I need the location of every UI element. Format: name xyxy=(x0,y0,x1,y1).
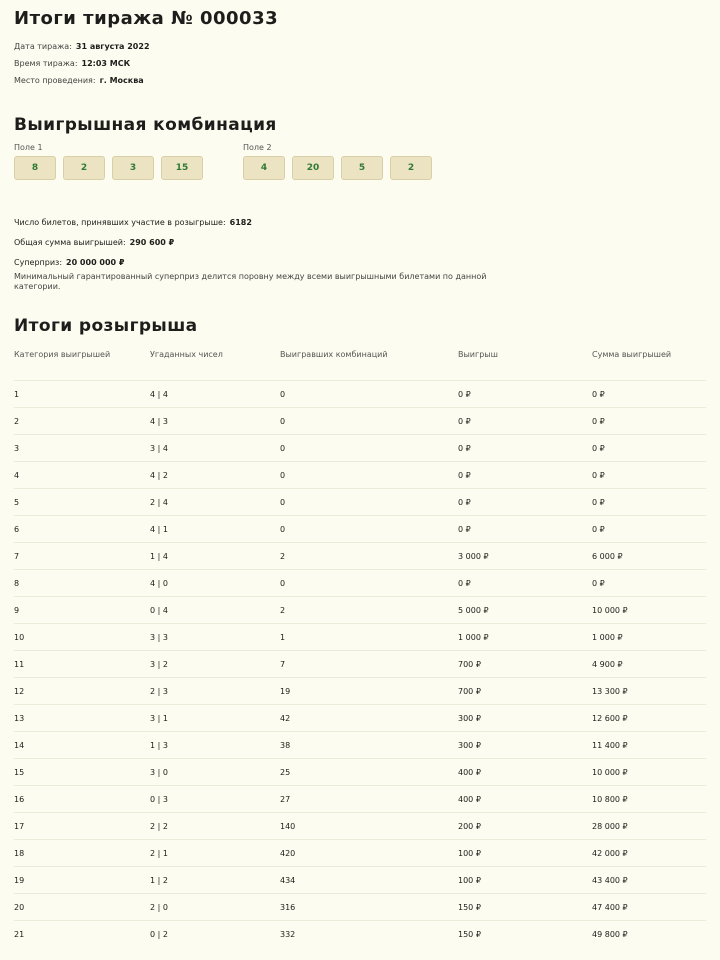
table-row xyxy=(14,921,706,948)
cell-category: 7 xyxy=(14,543,150,570)
results-title: Итоги розыгрыша xyxy=(14,316,198,336)
cell-prize: 0 ₽ xyxy=(458,489,592,516)
cell-category: 6 xyxy=(14,516,150,543)
results-body xyxy=(14,381,706,948)
cell-prize: 0 ₽ xyxy=(458,462,592,489)
cell-category: 14 xyxy=(14,732,150,759)
cell-matched: 0 | 2 xyxy=(150,921,280,948)
cell-prize: 700 ₽ xyxy=(458,651,592,678)
cell-prize: 700 ₽ xyxy=(458,678,592,705)
cell-matched: 3 | 1 xyxy=(150,705,280,732)
draw-place: Место проведения: г. Москва xyxy=(14,76,144,85)
cell-combinations: 1 xyxy=(280,624,458,651)
table-row xyxy=(14,732,706,759)
cell-matched: 2 | 1 xyxy=(150,840,280,867)
table-row xyxy=(14,651,706,678)
page-title: Итоги тиража № 000033 xyxy=(14,8,279,29)
table-row xyxy=(14,408,706,435)
table-row xyxy=(14,570,706,597)
cell-prize: 0 ₽ xyxy=(458,381,592,408)
cell-total: 4 900 ₽ xyxy=(592,651,706,678)
cell-total: 0 ₽ xyxy=(592,435,706,462)
cell-category: 8 xyxy=(14,570,150,597)
cell-category: 20 xyxy=(14,894,150,921)
cell-combinations: 19 xyxy=(280,678,458,705)
cell-combinations: 0 xyxy=(280,462,458,489)
table-row xyxy=(14,894,706,921)
cell-total: 47 400 ₽ xyxy=(592,894,706,921)
cell-category: 4 xyxy=(14,462,150,489)
cell-category: 21 xyxy=(14,921,150,948)
cell-total: 13 300 ₽ xyxy=(592,678,706,705)
number-ball: 3 xyxy=(112,156,154,180)
table-row xyxy=(14,813,706,840)
cell-combinations: 0 xyxy=(280,381,458,408)
cell-matched: 3 | 2 xyxy=(150,651,280,678)
table-row xyxy=(14,435,706,462)
results-table xyxy=(14,350,706,947)
table-row xyxy=(14,381,706,408)
draw-date: Дата тиража: 31 августа 2022 xyxy=(14,42,150,51)
cell-category: 17 xyxy=(14,813,150,840)
cell-total: 42 000 ₽ xyxy=(592,840,706,867)
cell-category: 9 xyxy=(14,597,150,624)
cell-prize: 400 ₽ xyxy=(458,786,592,813)
field-2 xyxy=(243,143,439,180)
header-winning-combinations: Выигравших комбинаций xyxy=(280,350,388,359)
cell-prize: 0 ₽ xyxy=(458,408,592,435)
cell-total: 43 400 ₽ xyxy=(592,867,706,894)
superprize-note: Минимальный гарантированный суперприз делится поровну между всеми выигрышными билетами по данной категории. xyxy=(14,272,487,291)
field-label: Поле 1 xyxy=(14,143,43,152)
cell-combinations: 0 xyxy=(280,435,458,462)
cell-total: 49 800 ₽ xyxy=(592,921,706,948)
cell-prize: 1 000 ₽ xyxy=(458,624,592,651)
table-row xyxy=(14,516,706,543)
number-ball: 2 xyxy=(63,156,105,180)
cell-total: 10 800 ₽ xyxy=(592,786,706,813)
cell-category: 3 xyxy=(14,435,150,462)
cell-matched: 0 | 4 xyxy=(150,597,280,624)
cell-matched: 4 | 3 xyxy=(150,408,280,435)
cell-prize: 150 ₽ xyxy=(458,894,592,921)
cell-matched: 4 | 0 xyxy=(150,570,280,597)
cell-combinations: 0 xyxy=(280,570,458,597)
tickets-count: Число билетов, принявших участие в розыгрыше: 6182 xyxy=(14,218,252,227)
cell-prize: 0 ₽ xyxy=(458,516,592,543)
total-winnings: Общая сумма выигрышей: 290 600 ₽ xyxy=(14,238,175,247)
cell-matched: 2 | 4 xyxy=(150,489,280,516)
cell-combinations: 2 xyxy=(280,543,458,570)
number-ball: 15 xyxy=(161,156,203,180)
cell-matched: 3 | 0 xyxy=(150,759,280,786)
cell-combinations: 27 xyxy=(280,786,458,813)
number-ball: 8 xyxy=(14,156,56,180)
cell-prize: 300 ₽ xyxy=(458,705,592,732)
cell-category: 1 xyxy=(14,381,150,408)
cell-matched: 1 | 4 xyxy=(150,543,280,570)
cell-total: 0 ₽ xyxy=(592,570,706,597)
cell-matched: 3 | 3 xyxy=(150,624,280,651)
table-row xyxy=(14,840,706,867)
table-row xyxy=(14,489,706,516)
superprize: Суперприз: 20 000 000 ₽ xyxy=(14,258,125,267)
table-row xyxy=(14,678,706,705)
cell-prize: 150 ₽ xyxy=(458,921,592,948)
header-total: Сумма выигрышей xyxy=(592,350,672,359)
cell-total: 10 000 ₽ xyxy=(592,597,706,624)
table-row xyxy=(14,705,706,732)
cell-prize: 200 ₽ xyxy=(458,813,592,840)
cell-combinations: 2 xyxy=(280,597,458,624)
table-row xyxy=(14,543,706,570)
cell-matched: 1 | 3 xyxy=(150,732,280,759)
cell-combinations: 140 xyxy=(280,813,458,840)
cell-total: 10 000 ₽ xyxy=(592,759,706,786)
draw-stats xyxy=(14,218,706,292)
cell-matched: 4 | 1 xyxy=(150,516,280,543)
field-1 xyxy=(14,143,210,180)
cell-matched: 2 | 0 xyxy=(150,894,280,921)
cell-prize: 0 ₽ xyxy=(458,570,592,597)
cell-category: 12 xyxy=(14,678,150,705)
cell-prize: 0 ₽ xyxy=(458,435,592,462)
cell-matched: 2 | 3 xyxy=(150,678,280,705)
table-row xyxy=(14,759,706,786)
cell-category: 13 xyxy=(14,705,150,732)
cell-prize: 3 000 ₽ xyxy=(458,543,592,570)
cell-matched: 3 | 4 xyxy=(150,435,280,462)
cell-combinations: 38 xyxy=(280,732,458,759)
table-row xyxy=(14,597,706,624)
cell-category: 11 xyxy=(14,651,150,678)
cell-total: 0 ₽ xyxy=(592,381,706,408)
cell-combinations: 0 xyxy=(280,408,458,435)
cell-category: 16 xyxy=(14,786,150,813)
cell-total: 0 ₽ xyxy=(592,408,706,435)
draw-meta xyxy=(14,38,706,89)
cell-total: 0 ₽ xyxy=(592,516,706,543)
cell-total: 0 ₽ xyxy=(592,489,706,516)
cell-category: 5 xyxy=(14,489,150,516)
cell-matched: 0 | 3 xyxy=(150,786,280,813)
number-ball: 4 xyxy=(243,156,285,180)
winning-combination xyxy=(14,143,706,180)
cell-total: 12 600 ₽ xyxy=(592,705,706,732)
draw-time: Время тиража: 12:03 МСК xyxy=(14,59,131,68)
cell-combinations: 0 xyxy=(280,516,458,543)
cell-prize: 100 ₽ xyxy=(458,840,592,867)
header-matched: Угаданных чисел xyxy=(150,350,223,359)
cell-prize: 100 ₽ xyxy=(458,867,592,894)
cell-combinations: 0 xyxy=(280,489,458,516)
cell-combinations: 420 xyxy=(280,840,458,867)
field-label: Поле 2 xyxy=(243,143,272,152)
cell-prize: 400 ₽ xyxy=(458,759,592,786)
header-category: Категория выигрышей xyxy=(14,350,111,359)
cell-total: 1 000 ₽ xyxy=(592,624,706,651)
table-row xyxy=(14,624,706,651)
cell-category: 15 xyxy=(14,759,150,786)
number-ball: 2 xyxy=(390,156,432,180)
table-row xyxy=(14,462,706,489)
number-ball: 20 xyxy=(292,156,334,180)
cell-matched: 1 | 2 xyxy=(150,867,280,894)
cell-combinations: 434 xyxy=(280,867,458,894)
header-prize: Выигрыш xyxy=(458,350,498,359)
table-row xyxy=(14,867,706,894)
cell-combinations: 332 xyxy=(280,921,458,948)
cell-category: 10 xyxy=(14,624,150,651)
cell-prize: 5 000 ₽ xyxy=(458,597,592,624)
table-header-row xyxy=(14,350,706,381)
cell-total: 28 000 ₽ xyxy=(592,813,706,840)
cell-category: 18 xyxy=(14,840,150,867)
cell-combinations: 42 xyxy=(280,705,458,732)
cell-combinations: 7 xyxy=(280,651,458,678)
cell-matched: 2 | 2 xyxy=(150,813,280,840)
cell-category: 2 xyxy=(14,408,150,435)
combination-title: Выигрышная комбинация xyxy=(14,115,277,135)
cell-matched: 4 | 2 xyxy=(150,462,280,489)
cell-prize: 300 ₽ xyxy=(458,732,592,759)
cell-total: 6 000 ₽ xyxy=(592,543,706,570)
cell-combinations: 316 xyxy=(280,894,458,921)
number-ball: 5 xyxy=(341,156,383,180)
table-row xyxy=(14,786,706,813)
cell-matched: 4 | 4 xyxy=(150,381,280,408)
cell-total: 11 400 ₽ xyxy=(592,732,706,759)
cell-category: 19 xyxy=(14,867,150,894)
cell-combinations: 25 xyxy=(280,759,458,786)
cell-total: 0 ₽ xyxy=(592,462,706,489)
